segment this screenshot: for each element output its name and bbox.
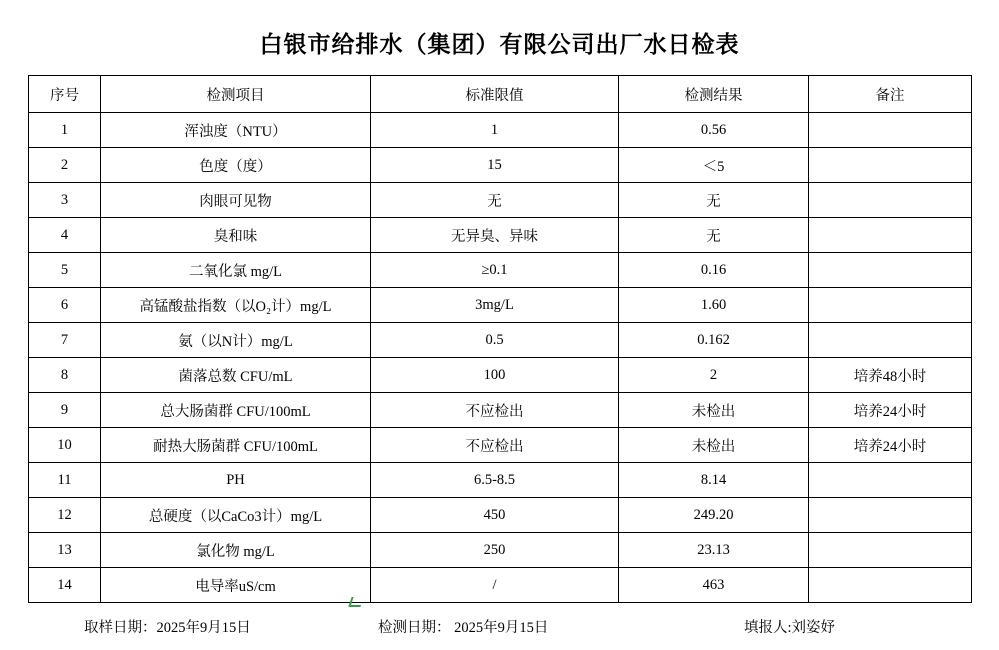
cell-remark — [809, 463, 972, 498]
cell-item: 氨（以N计）mg/L — [101, 323, 371, 358]
cell-limit: 15 — [371, 148, 619, 183]
document-footer — [28, 603, 971, 637]
cell-no: 13 — [29, 533, 101, 568]
header-cell-remark: 备注 — [809, 76, 972, 113]
cell-result: 249.20 — [619, 498, 809, 533]
cell-no: 8 — [29, 358, 101, 393]
water-quality-table — [28, 75, 972, 603]
table-row — [29, 253, 972, 288]
cell-remark — [809, 218, 972, 253]
cell-limit: 100 — [371, 358, 619, 393]
cell-result: 1.60 — [619, 288, 809, 323]
cell-limit: 无异臭、异味 — [371, 218, 619, 253]
cell-item: 臭和味 — [101, 218, 371, 253]
sampling-date: 取样日期：2025年9月15日 — [84, 620, 251, 636]
table-body — [29, 113, 972, 603]
cell-remark — [809, 323, 972, 358]
table-row — [29, 113, 972, 148]
cell-limit: 3mg/L — [371, 288, 619, 323]
table-row — [29, 498, 972, 533]
cell-result: 未检出 — [619, 428, 809, 463]
header-cell-no: 序号 — [29, 76, 101, 113]
cell-no: 12 — [29, 498, 101, 533]
cell-item: 总大肠菌群 CFU/100mL — [101, 393, 371, 428]
cell-no: 5 — [29, 253, 101, 288]
cell-remark: 培养24小时 — [809, 393, 972, 428]
header-cell-result: 检测结果 — [619, 76, 809, 113]
cell-result: 2 — [619, 358, 809, 393]
cell-item: 高锰酸盐指数（以O₂计）mg/L — [101, 288, 371, 323]
table-row — [29, 358, 972, 393]
table-row — [29, 463, 972, 498]
reporter-name: 填报人:刘姿妤 — [744, 620, 836, 636]
cell-item: PH — [101, 463, 371, 498]
cell-remark — [809, 183, 972, 218]
cell-no: 4 — [29, 218, 101, 253]
cell-remark — [809, 533, 972, 568]
cell-item: 电导率uS/cm — [101, 568, 371, 603]
cell-item: 耐热大肠菌群 CFU/100mL — [101, 428, 371, 463]
cell-no: 6 — [29, 288, 101, 323]
cell-limit: 250 — [371, 533, 619, 568]
cell-no: 11 — [29, 463, 101, 498]
table-row — [29, 568, 972, 603]
cell-result: 0.56 — [619, 113, 809, 148]
report-table-container — [28, 75, 971, 603]
table-row — [29, 218, 972, 253]
cell-result: 8.14 — [619, 463, 809, 498]
table-row — [29, 428, 972, 463]
header-cell-item: 检测项目 — [101, 76, 371, 113]
cell-item: 菌落总数 CFU/mL — [101, 358, 371, 393]
cell-result: 463 — [619, 568, 809, 603]
table-row — [29, 183, 972, 218]
cell-limit: ≥0.1 — [371, 253, 619, 288]
cell-result: 23.13 — [619, 533, 809, 568]
cell-item: 色度（度） — [101, 148, 371, 183]
cell-result: 无 — [619, 218, 809, 253]
cell-limit: 1 — [371, 113, 619, 148]
testing-date: 检测日期： 2025年9月15日 — [378, 620, 549, 636]
cell-limit: 无 — [371, 183, 619, 218]
cell-no: 3 — [29, 183, 101, 218]
cell-limit: 6.5-8.5 — [371, 463, 619, 498]
page-title: 白银市给排水（集团）有限公司出厂水日检表 — [259, 32, 740, 57]
cell-limit: / — [371, 568, 619, 603]
cell-no: 9 — [29, 393, 101, 428]
cell-item: 二氧化氯 mg/L — [101, 253, 371, 288]
cell-result: 未检出 — [619, 393, 809, 428]
cell-result: 0.16 — [619, 253, 809, 288]
cell-result: 0.162 — [619, 323, 809, 358]
cell-result: 无 — [619, 183, 809, 218]
cell-limit: 不应检出 — [371, 393, 619, 428]
cell-no: 14 — [29, 568, 101, 603]
cell-result: ＜5 — [619, 148, 809, 183]
cell-item: 总硬度（以CaCo3计）mg/L — [101, 498, 371, 533]
cell-remark — [809, 498, 972, 533]
table-row — [29, 288, 972, 323]
cell-remark — [809, 568, 972, 603]
cell-item: 氯化物 mg/L — [101, 533, 371, 568]
cell-remark — [809, 113, 972, 148]
cell-remark — [809, 253, 972, 288]
cell-item: 浑浊度（NTU） — [101, 113, 371, 148]
table-row — [29, 148, 972, 183]
cell-no: 2 — [29, 148, 101, 183]
table-row — [29, 393, 972, 428]
header-cell-limit: 标准限值 — [371, 76, 619, 113]
cell-no: 10 — [29, 428, 101, 463]
cell-no: 7 — [29, 323, 101, 358]
table-header-row — [29, 76, 972, 113]
cell-limit: 不应检出 — [371, 428, 619, 463]
cell-remark: 培养24小时 — [809, 428, 972, 463]
cell-limit: 0.5 — [371, 323, 619, 358]
cell-remark: 培养48小时 — [809, 358, 972, 393]
cell-remark — [809, 148, 972, 183]
cell-remark — [809, 288, 972, 323]
table-row — [29, 323, 972, 358]
cell-no: 1 — [29, 113, 101, 148]
cell-item: 肉眼可见物 — [101, 183, 371, 218]
cell-limit: 450 — [371, 498, 619, 533]
table-row — [29, 533, 972, 568]
